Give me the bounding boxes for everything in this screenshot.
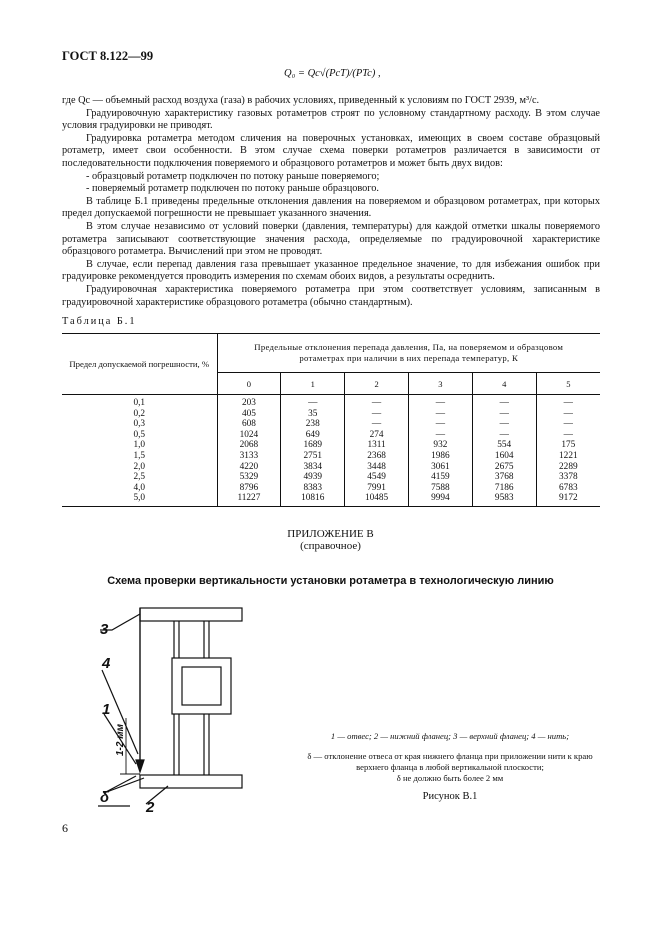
table-cell-error: 5,0 — [133, 493, 146, 504]
table-cell-value: 6783 — [559, 482, 578, 493]
value-column — [345, 395, 409, 507]
table-cell-value: 2068 — [239, 440, 259, 451]
dimension-label: 1-2 мм — [115, 723, 126, 756]
table-cell-value: 9994 — [431, 493, 450, 504]
paragraph-3: Градуировка ротаметра методом сличения на поверочных установках, имеющих в своем составе образцовый ротаметр, имеет свои особенности. В этом случае схема поверки ротаметров различается в зависимости от последовательности подключения поверяемого и образцового ротаметров и может быть двух видов: — [62, 132, 600, 169]
paragraph-4: - образцовый ротаметр подключен по потоку раньше поверяемого; — [86, 170, 380, 182]
table-cell-value: 203 — [241, 398, 256, 408]
table-cell-value: 7588 — [431, 482, 450, 493]
temp-header: 2 — [345, 373, 409, 395]
table-cell-value: 3061 — [431, 461, 450, 472]
table-cell-value: — — [371, 398, 382, 408]
table-cell-error: 4,0 — [133, 482, 146, 493]
table-header-error: Предел допускаемой погрешности, % — [62, 334, 217, 395]
table-cell-value: 35 — [308, 408, 318, 419]
table-cell-value: 274 — [369, 429, 384, 440]
table-cell-value: 5329 — [239, 472, 259, 483]
label-3: 3 — [100, 621, 109, 638]
page-number: 6 — [62, 821, 68, 835]
table-cell-value: — — [563, 419, 573, 430]
label-delta: δ — [100, 789, 110, 806]
table-cell-error: 2,0 — [133, 461, 146, 472]
upper-flange — [140, 608, 242, 621]
table-cell-value: — — [435, 429, 446, 440]
table-cell-value: 2368 — [367, 450, 386, 461]
figure-legend-2: δ — отклонение отвеса от края нижнего фланца при приложении нити к краю верхнего фланца в любой вертикальной плоскости; — [307, 751, 593, 772]
value-column — [536, 395, 600, 507]
table-cell-value: 1221 — [559, 450, 578, 461]
deviation-table — [62, 333, 600, 507]
paragraph-6: В таблице Б.1 приведены предельные отклонения давления на поверяемом и образцовом ротаметрах, при которых предел допускаемой погрешности не превышает указанного значения. — [62, 195, 600, 220]
figure-caption: Рисунок В.1 — [422, 791, 478, 802]
table-cell-value: 9172 — [559, 493, 578, 504]
table-cell-value: — — [563, 429, 573, 440]
table-cell-value: 554 — [497, 440, 512, 451]
label-4: 4 — [102, 655, 111, 672]
rotameter-scheme-figure — [90, 596, 290, 821]
table-cell-value: 4159 — [431, 472, 450, 483]
label-2: 2 — [146, 799, 155, 816]
table-caption: Таблица Б.1 — [62, 316, 137, 327]
label-1: 1 — [102, 701, 111, 718]
paragraph-9: Градуировочная характеристика поверяемого ротаметра при этом соответствует условиям, записанным в градуировочной характеристике образцового ротаметра (обычно стандартным). — [62, 283, 600, 308]
figure-legend-3: δ не должно быть более 2 мм — [396, 773, 504, 783]
table-cell-value: 649 — [305, 429, 320, 440]
table-header-group: Предельные отклонения перепада давления, Па, на поверяемом и образцовом ротаметрах при наличии в них перепада температур, К — [217, 334, 600, 373]
table-cell-value: — — [499, 408, 509, 419]
table-cell-value: 175 — [561, 440, 576, 451]
table-body — [62, 395, 600, 507]
table-cell-value: — — [563, 398, 573, 408]
document-code: ГОСТ 8.122—99 — [62, 49, 154, 63]
table-cell-value: — — [435, 419, 446, 430]
table-cell-value: 1311 — [367, 440, 386, 451]
table-cell-value: 1986 — [431, 450, 450, 461]
table-cell-value: — — [563, 408, 573, 419]
figure-legend-1: 1 — отвес; 2 — нижний фланец; 3 — верхний фланец; 4 — нить; — [330, 731, 570, 741]
table-cell-value: 7186 — [494, 482, 514, 493]
value-column — [472, 395, 536, 507]
table-cell-value: 3768 — [494, 472, 514, 483]
table-cell-value: 8796 — [239, 482, 259, 493]
table-cell-value: 4549 — [367, 472, 386, 483]
table-cell-value: 3448 — [367, 461, 386, 472]
paragraph-7: В этом случае независимо от условий поверки (давления, температуры) для каждой отметки шкалы поверяемого ротаметра записывают соответствующие значения расхода, определяемые по градуировочной характеристике образцового ротаметра. Вычислений при этом не проводят. — [62, 220, 600, 258]
table-cell-value: — — [499, 398, 509, 408]
table-cell-value: 3133 — [239, 450, 259, 461]
table-cell-value: — — [499, 429, 509, 440]
temp-header: 0 — [217, 373, 281, 395]
table-cell-value: 7991 — [367, 482, 386, 493]
table-cell-error: 0,3 — [133, 419, 146, 430]
paragraph-5: - поверяемый ротаметр подключен по потоку раньше образцового. — [86, 183, 379, 195]
table-cell-value: — — [435, 408, 446, 419]
appendix-title: ПРИЛОЖЕНИЕ В — [287, 528, 374, 540]
temp-header: 5 — [536, 373, 600, 395]
table-cell-error: 1,0 — [133, 440, 146, 451]
table-cell-value: 2751 — [303, 450, 323, 461]
table-cell-value: 3834 — [303, 461, 323, 472]
temp-header: 1 — [281, 373, 345, 395]
table-cell-error: 0,2 — [133, 408, 146, 419]
error-column — [62, 395, 217, 507]
table-cell-value: 1689 — [303, 440, 323, 451]
table-cell-error: 0,5 — [133, 429, 146, 440]
paragraph-2: Градуировочную характеристику газовых ротаметров строят по условному стандартному расходу. В этом случае условия градуировки не приводят. — [62, 107, 600, 132]
appendix-heading — [0, 528, 661, 552]
table-cell-value: 8383 — [303, 482, 323, 493]
body-text — [62, 95, 600, 309]
value-column — [408, 395, 472, 507]
table-cell-value: 608 — [241, 419, 256, 430]
plumb-weight — [136, 760, 144, 772]
lower-flange — [140, 775, 242, 788]
table-cell-value: — — [371, 408, 382, 419]
table-cell-value: 2289 — [559, 461, 578, 472]
table-cell-value: — — [499, 419, 509, 430]
flow-formula: Q₀ = Qc√(PcT)/(PTc) , — [284, 68, 381, 79]
temp-header: 4 — [472, 373, 536, 395]
table-cell-value: 3378 — [559, 472, 578, 483]
table-cell-value: 10816 — [301, 493, 325, 504]
table-cell-value: 405 — [241, 408, 256, 419]
table-cell-value: 4220 — [239, 461, 259, 472]
table-cell-value: 238 — [305, 419, 320, 430]
table-cell-value: 10485 — [364, 493, 389, 504]
scheme-title: Схема проверки вертикальности установки ротаметра в технологическую линию — [107, 575, 554, 587]
paragraph-8: В случае, если перепад давления газа превышает указанное предельное значение, то для избежания ошибок при градуировке рекомендуется проводить измерения по схемам обоих видов, а результаты осреднить. — [62, 258, 600, 283]
table-cell-value: 1604 — [494, 450, 514, 461]
appendix-subtitle: (справочное) — [300, 540, 361, 552]
table-cell-error: 0,1 — [133, 398, 146, 408]
paragraph-1: где Qc — объемный расход воздуха (газа) в рабочих условиях, приведенный к условиям по ГОСТ 2939, м³/с. — [62, 95, 540, 106]
table-cell-value: 4939 — [303, 472, 323, 483]
table-cell-value: 9583 — [494, 493, 514, 504]
table-cell-value: — — [435, 398, 446, 408]
table-cell-value: 932 — [433, 440, 448, 451]
table-cell-value: 2675 — [494, 461, 514, 472]
table-cell-error: 1,5 — [133, 450, 146, 461]
table-cell-value: 1024 — [239, 429, 259, 440]
table-cell-value: — — [308, 398, 318, 408]
table-cell-value: 11227 — [237, 493, 261, 504]
value-column — [217, 395, 281, 507]
temp-header: 3 — [408, 373, 472, 395]
value-column — [281, 395, 345, 507]
leader-delta-b — [104, 778, 144, 793]
table-cell-error: 2,5 — [133, 472, 146, 483]
table-cell-value: — — [371, 419, 382, 430]
